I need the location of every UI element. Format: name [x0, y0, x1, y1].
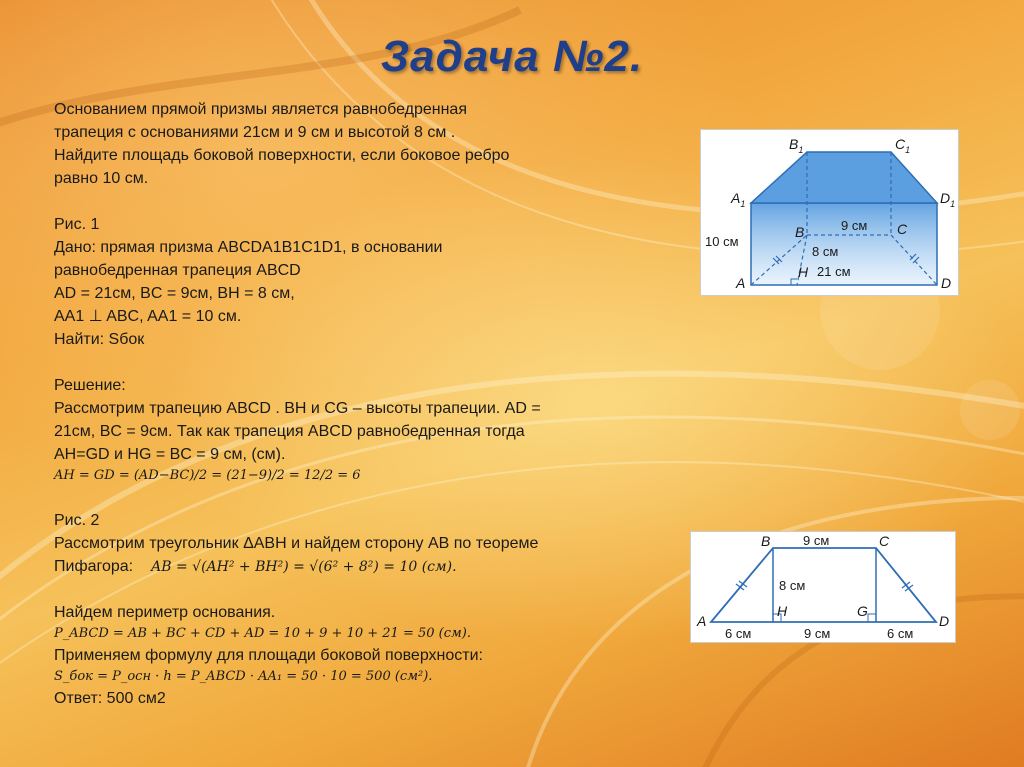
prism-figure [700, 129, 959, 296]
solution-line: 21см, BC = 9см. Так как трапеция ABCD равнобедренная тогда [54, 423, 525, 440]
formula-perimeter: P_ABCD = AB + BC + CD + AD = 10 + 9 + 10 + 21 = 50 (см). [54, 626, 471, 641]
label-h: H [798, 264, 809, 280]
problem-line: равно 10 см. [54, 170, 149, 187]
solution-line: AH=GD и HG = BC = 9 см, (см). [54, 446, 286, 463]
problem-line: Основанием прямой призмы является равнобедренная [54, 101, 467, 118]
label-bc: 9 см [841, 218, 868, 233]
given-line: AA1 ⊥ ABC, AA1 = 10 см. [54, 308, 242, 325]
formula-ah: AH = GD = (AD−BC)/2 = (21−9)/2 = 12/2 = 6 [54, 468, 361, 483]
label-g: G [857, 603, 868, 619]
label-edge: 10 см [705, 234, 739, 249]
label-bh: 8 см [812, 244, 839, 259]
given-line: AD = 21см, BC = 9см, BH = 8 см, [54, 285, 295, 302]
solution-line: Рассмотрим треугольник ΔABH и найдем сторону AB по теореме [54, 535, 539, 552]
formula-ab: AB = √(AH² + BH²) = √(6² + 8²) = 10 (см). [151, 559, 457, 575]
label-bh: 8 см [779, 578, 806, 593]
solution-line: Применяем формулу для площади боковой поверхности: [54, 647, 483, 664]
label-d: D [939, 613, 950, 629]
find-line: Найти: Sбок [54, 331, 145, 348]
given-line: равнобедренная трапеция ABCD [54, 262, 301, 279]
prism-drawing [701, 130, 958, 295]
figure-ref: Рис. 1 [54, 216, 100, 233]
trapezoid-figure [690, 531, 956, 643]
label-b: B [761, 533, 771, 549]
label-c1: $C_1$ [895, 136, 911, 155]
label-a: A [736, 275, 746, 291]
label-d: D [941, 275, 952, 291]
label-c: C [897, 221, 908, 237]
trapezoid-drawing [691, 532, 955, 642]
solution-line [54, 555, 614, 578]
slide-content [54, 98, 614, 710]
label-b: B [795, 224, 805, 240]
label-gd: 6 см [887, 626, 914, 641]
label-a1: $A_1$ [731, 190, 746, 209]
label-b1: $B_1$ [789, 136, 804, 155]
solution-heading: Решение: [54, 377, 126, 394]
figure-ref: Рис. 2 [54, 512, 100, 529]
formula-area: S_бок = P_осн · h = P_ABCD · AA₁ = 50 · 10 = 500 (см²). [54, 669, 433, 684]
label-h: H [777, 603, 788, 619]
answer-line: Ответ: 500 см2 [54, 690, 166, 707]
label-d1: $D_1$ [940, 190, 956, 209]
solution-line: Рассмотрим трапецию ABCD . BH и CG – высоты трапеции. AD = [54, 400, 541, 417]
label-ad: 21 см [817, 264, 851, 279]
problem-line: трапеция с основаниями 21см и 9 см и высотой 8 см . [54, 124, 456, 141]
solution-line: Найдем периметр основания. [54, 604, 276, 621]
label-a: A [697, 613, 707, 629]
label-hg: 9 см [804, 626, 831, 641]
label-c: C [879, 533, 890, 549]
given-line: Дано: прямая призма ABCDA1B1C1D1, в основании [54, 239, 443, 256]
label-bc: 9 см [803, 533, 830, 548]
label-ah: 6 см [725, 626, 752, 641]
slide-title: Задача №2. [380, 32, 644, 81]
pythagoras-label: Пифагора: [54, 558, 134, 575]
problem-line: Найдите площадь боковой поверхности, если боковое ребро [54, 147, 510, 164]
